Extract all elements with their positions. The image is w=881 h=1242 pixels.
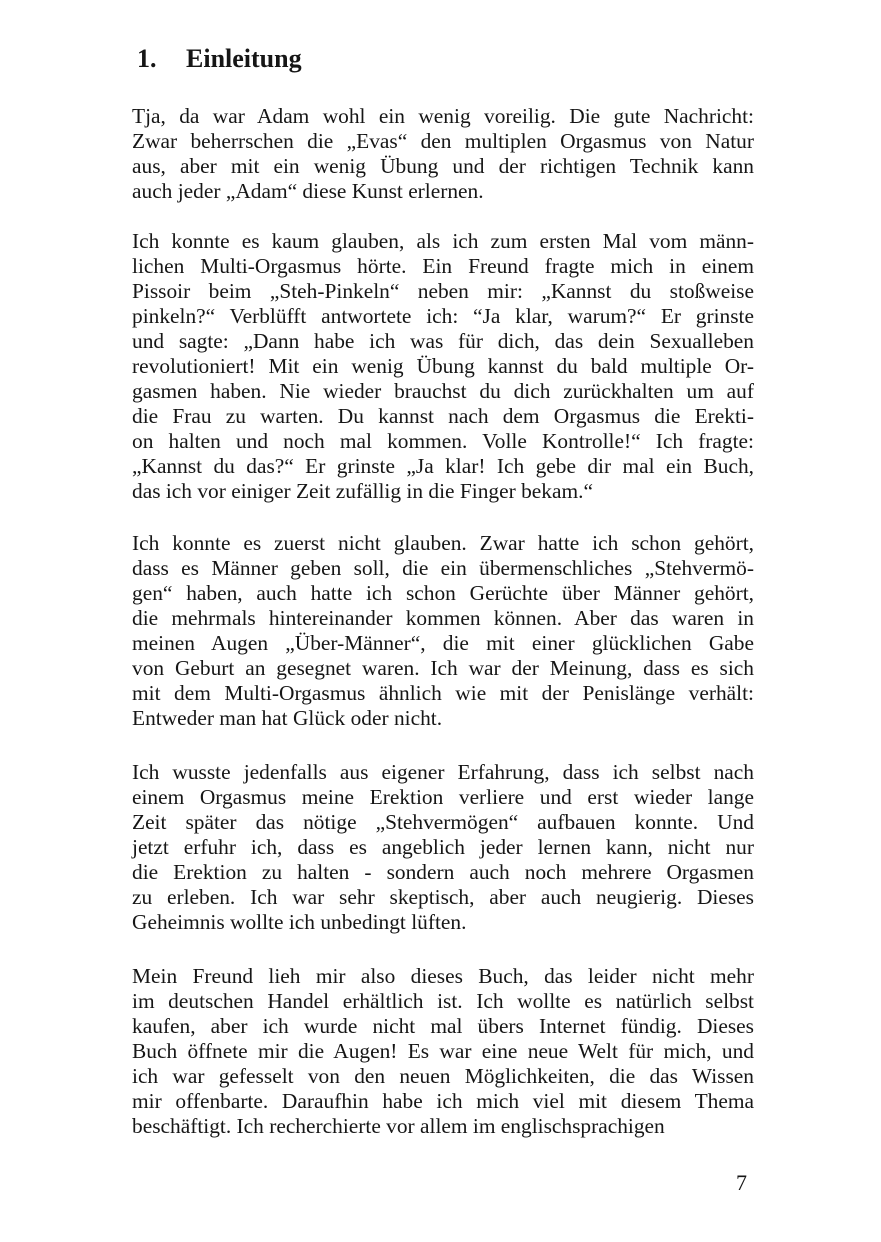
- text-line: gen“ haben, auch hatte ich schon Gerüchte über Männer gehört,: [132, 581, 754, 605]
- text-line: pinkeln?“ Verblüfft antwortete ich: “Ja klar, warum?“ Er grinste: [132, 304, 754, 328]
- text-line: mit dem Multi-Orgasmus ähnlich wie mit der Penislänge verhält:: [132, 681, 754, 705]
- text-line: Ich wusste jedenfalls aus eigener Erfahrung, dass ich selbst nach: [132, 760, 754, 784]
- text-line: Buch öffnete mir die Augen! Es war eine neue Welt für mich, und: [132, 1039, 754, 1063]
- text-line: jetzt erfuhr ich, dass es angeblich jeder lernen kann, nicht nur: [132, 835, 754, 859]
- text-line: das ich vor einiger Zeit zufällig in die Finger bekam.“: [132, 479, 593, 503]
- paragraph: [132, 964, 754, 1139]
- paragraph: [132, 104, 754, 204]
- chapter-number: 1.: [137, 44, 157, 73]
- text-line: auch jeder „Adam“ diese Kunst erlernen.: [132, 179, 484, 203]
- text-line: im deutschen Handel erhältlich ist. Ich wollte es natürlich selbst: [132, 989, 754, 1013]
- text-line: Ich konnte es kaum glauben, als ich zum ersten Mal vom männ-: [132, 229, 754, 253]
- text-line: Tja, da war Adam wohl ein wenig voreilig. Die gute Nachricht:: [132, 104, 754, 128]
- text-line: Geheimnis wollte ich unbedingt lüften.: [132, 910, 467, 934]
- text-line: Zwar beherrschen die „Evas“ den multiplen Orgasmus von Natur: [132, 129, 754, 153]
- text-line: Mein Freund lieh mir also dieses Buch, das leider nicht mehr: [132, 964, 754, 988]
- text-line: die Erektion zu halten - sondern auch noch mehrere Orgasmen: [132, 860, 754, 884]
- text-line: Ich konnte es zuerst nicht glauben. Zwar hatte ich schon gehört,: [132, 531, 754, 555]
- text-line: Pissoir beim „Steh-Pinkeln“ neben mir: „Kannst du stoßweise: [132, 279, 754, 303]
- paragraph: [132, 531, 754, 731]
- chapter-heading: [137, 42, 302, 76]
- text-line: zu erleben. Ich war sehr skeptisch, aber auch neugierig. Dieses: [132, 885, 754, 909]
- chapter-title: Einleitung: [186, 44, 302, 73]
- text-line: on halten und noch mal kommen. Volle Kontrolle!“ Ich fragte:: [132, 429, 754, 453]
- text-line: Zeit später das nötige „Stehvermögen“ aufbauen konnte. Und: [132, 810, 754, 834]
- text-line: die mehrmals hintereinander kommen können. Aber das waren in: [132, 606, 754, 630]
- page-number: 7: [736, 1170, 747, 1195]
- text-line: „Kannst du das?“ Er grinste „Ja klar! Ich gebe dir mal ein Buch,: [132, 454, 754, 478]
- text-line: lichen Multi-Orgasmus hörte. Ein Freund fragte mich in einem: [132, 254, 754, 278]
- paragraph: [132, 760, 754, 935]
- text-line: revolutioniert! Mit ein wenig Übung kannst du bald multiple Or-: [132, 354, 754, 378]
- text-line: Entweder man hat Glück oder nicht.: [132, 706, 443, 730]
- text-line: die Frau zu warten. Du kannst nach dem Orgasmus die Erekti-: [132, 404, 754, 428]
- text-line: aus, aber mit ein wenig Übung und der richtigen Technik kann: [132, 154, 754, 178]
- text-line: von Geburt an gesegnet waren. Ich war der Meinung, dass es sich: [132, 656, 754, 680]
- paragraph: [132, 229, 754, 504]
- text-line: und sagte: „Dann habe ich was für dich, das dein Sexualleben: [132, 329, 754, 353]
- text-line: mir offenbarte. Daraufhin habe ich mich viel mit diesem Thema: [132, 1089, 754, 1113]
- text-line: kaufen, aber ich wurde nicht mal übers Internet fündig. Dieses: [132, 1014, 754, 1038]
- text-line: einem Orgasmus meine Erektion verliere und erst wieder lange: [132, 785, 754, 809]
- text-line: meinen Augen „Über-Männer“, die mit einer glücklichen Gabe: [132, 631, 754, 655]
- text-line: beschäftigt. Ich recherchierte vor allem im englischsprachigen: [132, 1114, 665, 1138]
- text-line: ich war gefesselt von den neuen Möglichkeiten, die das Wissen: [132, 1064, 754, 1088]
- text-line: gasmen haben. Nie wieder brauchst du dich zurückhalten um auf: [132, 379, 754, 403]
- text-line: dass es Männer geben soll, die ein übermenschliches „Stehvermö-: [132, 556, 754, 580]
